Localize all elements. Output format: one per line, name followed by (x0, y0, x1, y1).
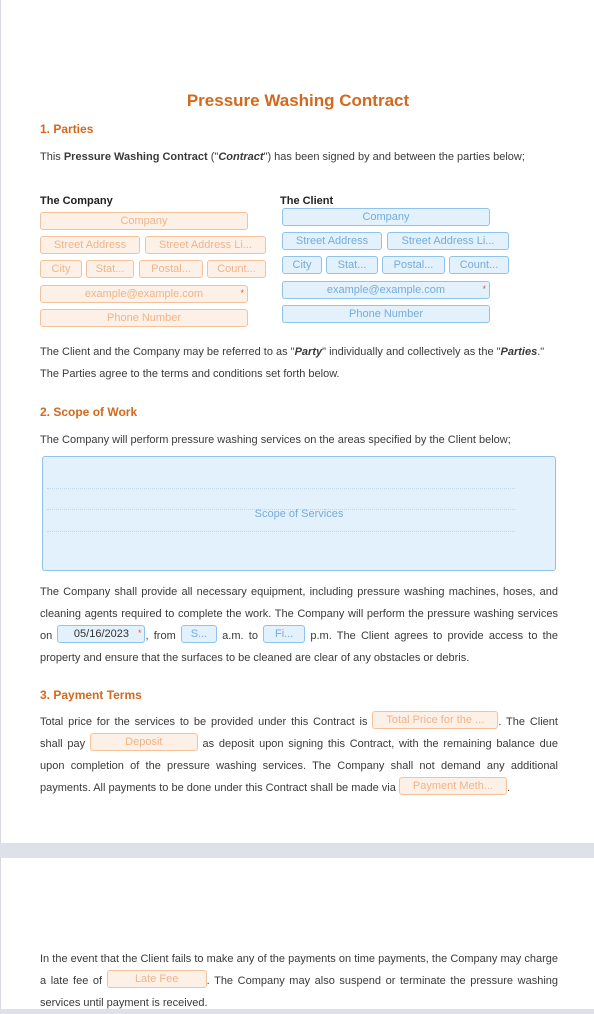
client-state-field[interactable]: Stat... (326, 256, 378, 274)
para-text: " individually and collectively as the " (322, 346, 501, 358)
finish-time-field[interactable]: Fi... (263, 625, 305, 643)
scope-placeholder: Scope of Services (254, 508, 344, 520)
intro-text: ") has been signed by and between the parties below; (263, 151, 525, 163)
company-country-field[interactable]: Count... (207, 260, 266, 278)
company-postal-field[interactable]: Postal... (139, 260, 203, 278)
required-marker: * (482, 284, 486, 294)
client-street-field[interactable]: Street Address (282, 232, 382, 250)
client-name-field[interactable]: Company (282, 208, 490, 226)
document-page-2 (0, 858, 594, 1009)
client-country-field[interactable]: Count... (449, 256, 509, 274)
parties-intro (40, 151, 525, 163)
contract-name: Pressure Washing Contract (63, 151, 208, 163)
para-text: The Company shall provide all necessary equipment, including pressure washing machines, hoses, and cleaning agents required to complete the work. The Company will perform the pressure washing services on (40, 586, 558, 642)
para-text: as deposit upon signing this Contract, with the remaining balance due upon completion of the pressure washing services. The Company shall not demand any additional payments. All payments to be done under this Contract shall be made via (40, 738, 558, 794)
client-email-placeholder: example@example.com (326, 284, 446, 296)
company-name-field[interactable]: Company (40, 212, 248, 230)
payment-method-field[interactable]: Payment Meth... (399, 777, 507, 795)
para-text: The Client and the Company may be referred to as " (40, 346, 295, 358)
para-text: , from (145, 630, 181, 642)
client-phone-field[interactable]: Phone Number (282, 305, 490, 323)
section-heading-payment: 3. Payment Terms (40, 688, 142, 702)
para-text: p.m. The Client agrees to provide access to the property and ensure that the surfaces to be cleaned are clear of any obstacles or debris. (40, 630, 558, 664)
start-time-field[interactable]: S... (181, 625, 217, 643)
client-email-field[interactable] (282, 281, 490, 299)
client-label: The Client (280, 195, 334, 207)
para-text: In the event that the Client fails to make any of the payments on time payments, the Company may charge a late fee of (40, 953, 558, 987)
document-title: Pressure Washing Contract (186, 91, 410, 110)
company-email-field[interactable] (40, 285, 248, 303)
client-street2-field[interactable]: Street Address Li... (387, 232, 509, 250)
scope-paragraph (40, 581, 558, 669)
late-fee-field[interactable]: Late Fee (107, 970, 207, 988)
company-phone-field[interactable]: Phone Number (40, 309, 248, 327)
parties-definition (40, 341, 558, 385)
required-marker: * (137, 628, 142, 639)
section-heading-scope: 2. Scope of Work (40, 405, 138, 419)
party-term: Party (294, 346, 323, 358)
company-label: The Company (40, 195, 113, 207)
para-text: . The Client shall pay (40, 716, 558, 750)
para-text: . (506, 782, 510, 794)
para-text: . The Company may also suspend or terminate the pressure washing services until payment is received. (40, 975, 558, 1009)
intro-text: This (40, 151, 64, 163)
service-date-value: 05/16/2023 (73, 628, 129, 641)
scope-intro: The Company will perform pressure washing services on the areas specified by the Client below; (40, 434, 511, 446)
service-date-field[interactable] (57, 625, 145, 643)
late-fee-paragraph (40, 948, 558, 1014)
company-city-field[interactable]: City (40, 260, 82, 278)
para-text: ." (537, 346, 545, 358)
scope-line (47, 488, 515, 489)
section-heading-parties: 1. Parties (40, 122, 94, 136)
required-marker: * (240, 288, 244, 298)
payment-paragraph (40, 711, 558, 799)
total-price-field[interactable]: Total Price for the ... (372, 711, 498, 729)
para-text: Total price for the services to be provided under this Contract is (40, 716, 373, 728)
para-text: The Parties agree to the terms and conditions set forth below. (40, 368, 340, 380)
parties-term: Parties (500, 346, 538, 358)
client-postal-field[interactable]: Postal... (382, 256, 445, 274)
company-street2-field[interactable]: Street Address Li... (145, 236, 266, 254)
para-text: a.m. to (216, 630, 264, 642)
contract-term: Contract (218, 151, 264, 163)
company-street-field[interactable]: Street Address (40, 236, 140, 254)
deposit-field[interactable]: Deposit (90, 733, 198, 751)
intro-text: (" (207, 151, 219, 163)
company-email-placeholder: example@example.com (84, 288, 204, 300)
company-state-field[interactable]: Stat... (86, 260, 134, 278)
scope-of-services-textarea[interactable] (42, 456, 556, 571)
scope-line (47, 531, 515, 532)
client-city-field[interactable]: City (282, 256, 322, 274)
